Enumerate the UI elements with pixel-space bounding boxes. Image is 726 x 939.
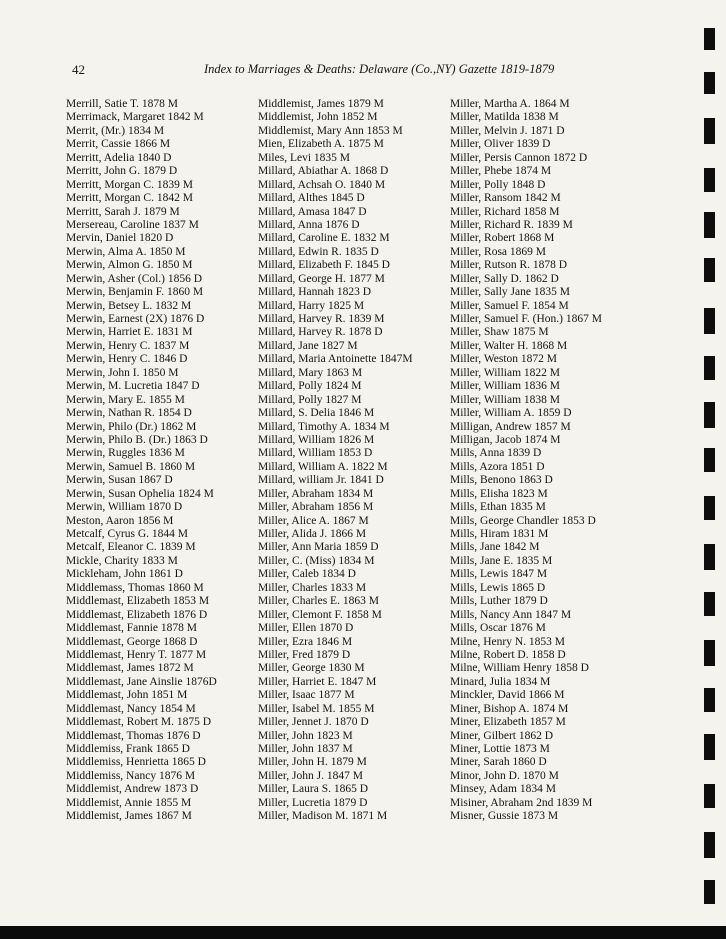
index-entry: Miller, Alice A. 1867 M [258, 514, 369, 527]
index-entry: Middlemast, Fannie 1878 M [66, 622, 197, 635]
index-entry: Middlemast, Robert M. 1875 D [66, 716, 212, 729]
index-entry: Millard, Harvey R. 1878 D [258, 326, 383, 339]
index-entry: Milne, Robert D. 1858 D [450, 648, 566, 661]
scan-bottom-band [0, 926, 726, 939]
index-entry: Merwin, Susan 1867 D [66, 474, 173, 487]
index-entry: Mills, Anna 1839 D [450, 447, 542, 460]
index-entry: Merwin, M. Lucretia 1847 D [66, 380, 200, 393]
index-entry: Miller, Charles 1833 M [258, 581, 367, 594]
index-entry: Miller, John 1823 M [258, 729, 353, 742]
index-entry: Millard, Edwin R. 1835 D [258, 245, 379, 258]
index-entry: Milne, William Henry 1858 D [450, 662, 589, 675]
index-entry: Mickle, Charity 1833 M [66, 554, 178, 567]
index-entry: Mills, Azora 1851 D [450, 460, 545, 473]
index-entry: Merwin, Henry C. 1846 D [66, 353, 188, 366]
index-entry: Merwin, Ruggles 1836 M [66, 447, 185, 460]
edge-mark [704, 880, 715, 904]
index-entry: Miner, Gilbert 1862 D [450, 729, 554, 742]
index-entry: Merwin, Samuel B. 1860 M [66, 460, 196, 473]
index-entry: Miller, Weston 1872 M [450, 353, 558, 366]
index-entry: Millard, George H. 1877 M [258, 272, 385, 285]
index-entry: Miller, George 1830 M [258, 662, 365, 675]
index-entry: Metcalf, Eleanor C. 1839 M [66, 541, 196, 554]
index-entry: Mills, Elisha 1823 M [450, 487, 548, 500]
index-entry: Miner, Sarah 1860 D [450, 756, 547, 769]
index-entry: Millard, Timothy A. 1834 M [258, 420, 390, 433]
index-entry: Millard, Hannah 1823 D [258, 286, 372, 299]
index-entry: Millard, Maria Antoinette 1847M [258, 353, 413, 366]
index-entry: Miller, John J. 1847 M [258, 769, 363, 782]
page-number: 42 [72, 62, 85, 77]
index-entry: Mills, Benono 1863 D [450, 474, 553, 487]
index-entry: Merwin, Nathan R. 1854 D [66, 407, 192, 420]
index-entry: Miller, Oliver 1839 D [450, 138, 551, 151]
index-entry: Merwin, John I. 1850 M [66, 366, 179, 379]
index-entry: Middlemast, Jane Ainslie 1876D [66, 675, 217, 688]
index-entry: Merritt, John G. 1879 D [66, 165, 178, 178]
edge-mark [704, 356, 715, 380]
edge-mark [704, 72, 715, 94]
page-title: Index to Marriages & Deaths: Delaware (Co.,NY) Gazette 1819-1879 [204, 62, 555, 76]
index-entry: Merwin, Philo B. (Dr.) 1863 D [66, 433, 208, 446]
index-entry: Merwin, Mary E. 1855 M [66, 393, 185, 406]
index-entry: Miller, Walter H. 1868 M [450, 339, 568, 352]
index-entry: Miller, Polly 1848 D [450, 178, 546, 191]
index-entry: Miller, Isabel M. 1855 M [258, 702, 375, 715]
index-entry: Merwin, Almon G. 1850 M [66, 259, 193, 272]
index-entry: Middlemast, Elizabeth 1853 M [66, 595, 210, 608]
edge-mark [704, 258, 715, 282]
index-entry: Millard, william Jr. 1841 D [258, 474, 384, 487]
edge-mark [704, 688, 715, 712]
index-entry: Minard, Julia 1834 M [450, 675, 551, 688]
index-entry: Milligan, Jacob 1874 M [450, 433, 561, 446]
index-entry: Millard, William 1826 M [258, 433, 375, 446]
index-entry: Miller, Laura S. 1865 D [258, 783, 369, 796]
index-column-1 [66, 98, 248, 824]
index-entry: Minsey, Adam 1834 M [450, 783, 556, 796]
index-entry: Miller, Matilda 1838 M [450, 111, 559, 124]
index-entry: Merrit, Cassie 1866 M [66, 138, 171, 151]
index-entry: Middlemiss, Henrietta 1865 D [66, 756, 206, 769]
index-entry: Miller, Rosa 1869 M [450, 245, 547, 258]
edge-mark [704, 640, 715, 666]
index-entry: Merwin, Henry C. 1837 M [66, 339, 190, 352]
edge-mark [704, 832, 715, 858]
index-entry: Miller, Martha A. 1864 M [450, 98, 570, 110]
index-entry: Millard, Jane 1827 M [258, 339, 358, 352]
index-entry: Mills, Lewis 1847 M [450, 568, 548, 581]
index-entry: Miller, Isaac 1877 M [258, 689, 355, 702]
index-entry: Miller, William 1838 M [450, 393, 561, 406]
index-entry: Middlemiss, Frank 1865 D [66, 743, 190, 755]
index-entry: Miller, Clemont F. 1858 M [258, 608, 382, 621]
index-entry: Middlemast, Elizabeth 1876 D [66, 608, 208, 621]
edge-mark [704, 592, 715, 616]
edge-mark [704, 28, 715, 50]
index-entry: Merwin, Alma A. 1850 M [66, 245, 186, 258]
index-entry: Milligan, Andrew 1857 M [450, 420, 571, 433]
index-entry: Merritt, Adelia 1840 D [66, 151, 172, 164]
index-entry: Merritt, Morgan C. 1842 M [66, 192, 193, 205]
index-entry: Mills, Jane E. 1835 M [450, 554, 553, 567]
index-column-3 [450, 98, 632, 824]
index-entry: Middlemast, Henry T. 1877 M [66, 648, 207, 661]
index-entry: Miner, Bishop A. 1874 M [450, 702, 569, 715]
edge-mark [704, 212, 715, 238]
index-entry: Middlemast, John 1851 M [66, 689, 188, 702]
index-entry: Mills, Jane 1842 M [450, 541, 540, 554]
index-entry: Meston, Aaron 1856 M [66, 514, 174, 527]
index-entry: Millard, Anna 1876 D [258, 218, 360, 231]
index-entry: Millard, Mary 1863 M [258, 366, 363, 379]
index-entry: Merrill, Satie T. 1878 M [66, 98, 179, 110]
index-entry: Middlemist, Andrew 1873 D [66, 783, 199, 796]
index-entry: Mervin, Daniel 1820 D [66, 232, 174, 245]
edge-mark [704, 784, 715, 808]
index-entry: Miller, Abraham 1834 M [258, 487, 374, 500]
index-entry: Merrimack, Margaret 1842 M [66, 111, 204, 124]
index-entry: Miller, Robert 1868 M [450, 232, 555, 245]
index-entry: Millard, Polly 1824 M [258, 380, 362, 393]
index-entry: Millard, Amasa 1847 D [258, 205, 367, 218]
index-entry: Millard, Abiathar A. 1868 D [258, 165, 389, 178]
index-entry: Middlemist, John 1852 M [258, 111, 378, 124]
index-entry: Misner, Gussie 1873 M [450, 810, 559, 823]
index-entry: Miller, Ellen 1870 D [258, 622, 354, 635]
index-entry: Merrit, (Mr.) 1834 M [66, 124, 165, 137]
index-entry: Miller, Sally D. 1862 D [450, 272, 559, 285]
index-entry: Millard, Polly 1827 M [258, 393, 362, 406]
index-entry: Millard, William 1853 D [258, 447, 373, 460]
index-entry: Miller, Madison M. 1871 M [258, 810, 388, 823]
edge-mark [704, 402, 715, 428]
index-entry: Miller, Persis Cannon 1872 D [450, 151, 588, 164]
index-entry: Millard, Harvey R. 1839 M [258, 313, 385, 325]
index-entry: Millard, Elizabeth F. 1845 D [258, 259, 390, 272]
index-entry: Merwin, Harriet E. 1831 M [66, 326, 193, 339]
index-entry: Miller, Charles E. 1863 M [258, 595, 379, 608]
index-entry: Miller, Samuel F. 1854 M [450, 299, 569, 312]
index-entry: Mills, George Chandler 1853 D [450, 514, 596, 527]
index-entry: Middlemass, Thomas 1860 M [66, 581, 204, 594]
index-entry: Miller, Ezra 1846 M [258, 635, 353, 648]
index-entry: Miller, Richard 1858 M [450, 205, 560, 218]
index-entry: Miner, Lottie 1873 M [450, 743, 550, 755]
index-entry: Middlemast, George 1868 D [66, 635, 198, 648]
index-entry: Milne, Henry N. 1853 M [450, 635, 565, 648]
index-entry: Miles, Levi 1835 M [258, 151, 350, 164]
edge-mark [704, 496, 715, 520]
index-entry: Mills, Hiram 1831 M [450, 528, 549, 540]
index-entry: Middlemast, Nancy 1854 M [66, 702, 196, 715]
index-entry: Middlemist, James 1867 M [66, 810, 192, 823]
index-entry: Middlemist, James 1879 M [258, 98, 384, 110]
index-entry: Millard, Althes 1845 D [258, 192, 365, 205]
index-entry: Miller, William 1822 M [450, 366, 561, 379]
index-entry: Miller, Lucretia 1879 D [258, 796, 368, 809]
index-entry: Miller, Rutson R. 1878 D [450, 259, 568, 272]
edge-mark [704, 168, 715, 192]
index-entry: Millard, Harry 1825 M [258, 299, 365, 312]
edge-mark [704, 448, 715, 472]
index-entry: Minckler, David 1866 M [450, 689, 565, 702]
index-entry: Merwin, Susan Ophelia 1824 M [66, 487, 214, 500]
index-entry: Miller, William 1836 M [450, 380, 561, 393]
index-entry: Miller, Melvin J. 1871 D [450, 124, 565, 137]
index-entry: Miller, Shaw 1875 M [450, 326, 549, 339]
index-entry: Middlemast, Thomas 1876 D [66, 729, 201, 742]
index-entry: Middlemiss, Nancy 1876 M [66, 769, 196, 782]
index-entry: Miner, Elizabeth 1857 M [450, 716, 566, 729]
index-entry: Misiner, Abraham 2nd 1839 M [450, 796, 593, 809]
index-entry: Millard, Achsah O. 1840 M [258, 178, 386, 191]
index-entry: Miller, William A. 1859 D [450, 407, 572, 420]
edge-mark [704, 544, 715, 570]
index-entry: Miller, John 1837 M [258, 743, 353, 755]
index-entry: Merritt, Morgan C. 1839 M [66, 178, 193, 191]
index-entry: Merritt, Sarah J. 1879 M [66, 205, 180, 218]
index-entry: Miller, Abraham 1856 M [258, 501, 374, 514]
index-entry: Merwin, Betsey L. 1832 M [66, 299, 192, 312]
index-entry: Miller, Alida J. 1866 M [258, 528, 367, 540]
index-entry: Mien, Elizabeth A. 1875 M [258, 138, 384, 151]
index-entry: Mills, Oscar 1876 M [450, 622, 546, 635]
index-entry: Middlemist, Annie 1855 M [66, 796, 192, 809]
index-entry: Miller, John H. 1879 M [258, 756, 367, 769]
index-entry: Miller, Phebe 1874 M [450, 165, 552, 178]
index-entry: Mills, Lewis 1865 D [450, 581, 546, 594]
index-entry: Mickleham, John 1861 D [66, 568, 183, 581]
index-entry: Miller, Fred 1879 D [258, 648, 351, 661]
index-entry: Miller, Sally Jane 1835 M [450, 286, 570, 299]
index-entry: Merwin, Earnest (2X) 1876 D [66, 313, 205, 325]
index-entry: Miller, Caleb 1834 D [258, 568, 356, 581]
edge-mark [704, 308, 715, 334]
index-entry: Mills, Nancy Ann 1847 M [450, 608, 572, 621]
index-column-2 [258, 98, 440, 824]
index-entry: Merwin, William 1870 D [66, 501, 183, 514]
edge-mark [704, 118, 715, 144]
index-entry: Metcalf, Cyrus G. 1844 M [66, 528, 189, 540]
index-entry: Merwin, Philo (Dr.) 1862 M [66, 420, 197, 433]
index-entry: Millard, S. Delia 1846 M [258, 407, 375, 420]
index-entry: Merwin, Benjamin F. 1860 M [66, 286, 204, 299]
index-entry: Middlemast, James 1872 M [66, 662, 194, 675]
index-entry: Millard, William A. 1822 M [258, 460, 388, 473]
index-entry: Merwin, Asher (Col.) 1856 D [66, 272, 203, 285]
index-entry: Miller, Harriet E. 1847 M [258, 675, 377, 688]
index-entry: Minor, John D. 1870 M [450, 769, 559, 782]
index-entry: Millard, Caroline E. 1832 M [258, 232, 390, 245]
index-entry: Miller, C. (Miss) 1834 M [258, 554, 375, 567]
index-entry: Mills, Luther 1879 D [450, 595, 548, 608]
index-entry: Miller, Samuel F. (Hon.) 1867 M [450, 313, 602, 325]
index-entry: Miller, Jennet J. 1870 D [258, 716, 369, 729]
index-entry: Miller, Richard R. 1839 M [450, 218, 573, 231]
index-entry: Mersereau, Caroline 1837 M [66, 218, 199, 231]
index-entry: Miller, Ransom 1842 M [450, 192, 561, 205]
index-entry: Miller, Ann Maria 1859 D [258, 541, 379, 554]
index-entry: Mills, Ethan 1835 M [450, 501, 546, 514]
index-entry: Middlemist, Mary Ann 1853 M [258, 124, 403, 137]
edge-mark [704, 734, 715, 760]
